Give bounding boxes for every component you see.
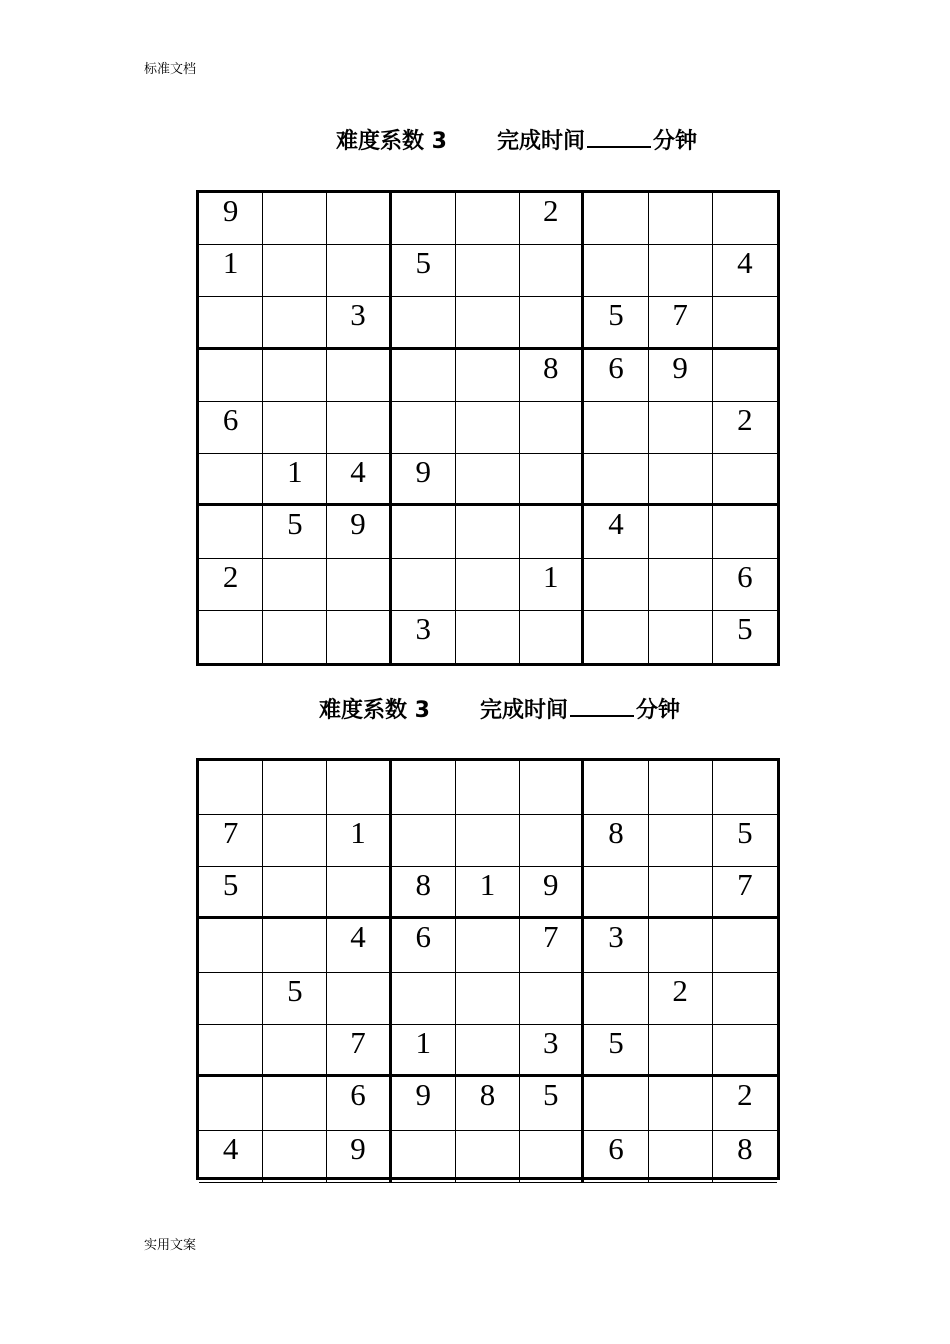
sudoku-cell[interactable]: [327, 193, 391, 245]
cell-value: 5: [542, 1077, 559, 1112]
sudoku-cell[interactable]: [713, 350, 777, 402]
sudoku-cell[interactable]: [520, 193, 584, 245]
sudoku-cell[interactable]: [456, 867, 520, 919]
cell-value: 2: [737, 1077, 753, 1112]
cell-value: 5: [287, 973, 303, 1008]
sudoku-cell[interactable]: [392, 919, 456, 973]
sudoku-cell[interactable]: [520, 761, 584, 815]
sudoku-cell[interactable]: [649, 559, 713, 611]
sudoku-cell[interactable]: [199, 559, 263, 611]
cell-value: 5: [608, 297, 624, 333]
puzzle-2-time-label: 完成时间: [479, 698, 568, 723]
puzzle-1-difficulty: 难度系数 3: [336, 129, 447, 154]
sudoku-cell[interactable]: [199, 454, 263, 506]
sudoku-cell[interactable]: [199, 867, 263, 919]
sudoku-cell[interactable]: [520, 297, 584, 349]
sudoku-cell[interactable]: [520, 245, 584, 297]
cell-value: 9: [350, 506, 366, 542]
sudoku-cell[interactable]: [199, 402, 263, 454]
sudoku-cell[interactable]: [199, 1131, 263, 1183]
cell-value: 1: [479, 867, 496, 902]
sudoku-cell[interactable]: [520, 350, 584, 402]
sudoku-cell[interactable]: [327, 454, 391, 506]
cell-value: 7: [222, 815, 239, 850]
sudoku-cell[interactable]: [584, 611, 648, 663]
sudoku-cell[interactable]: [649, 1025, 713, 1077]
cell-value: 3: [350, 297, 366, 333]
sudoku-cell[interactable]: [456, 402, 520, 454]
sudoku-cell[interactable]: [649, 1131, 713, 1183]
sudoku-cell[interactable]: [584, 761, 648, 815]
sudoku-cell[interactable]: [649, 193, 713, 245]
sudoku-cell[interactable]: [392, 193, 456, 245]
cell-value: 6: [350, 1077, 366, 1112]
sudoku-cell[interactable]: [713, 506, 777, 558]
sudoku-grid-2: [196, 758, 780, 1180]
sudoku-cell[interactable]: [584, 245, 648, 297]
sudoku-cell[interactable]: [327, 1077, 391, 1131]
sudoku-cell[interactable]: [199, 611, 263, 663]
sudoku-cell[interactable]: [713, 454, 777, 506]
cell-value: 3: [542, 1025, 559, 1060]
cell-value: 9: [542, 867, 559, 902]
sudoku-cell[interactable]: [713, 919, 777, 973]
sudoku-cell[interactable]: [713, 1025, 777, 1077]
sudoku-cell[interactable]: [456, 506, 520, 558]
sudoku-cell[interactable]: [263, 815, 327, 867]
sudoku-cell[interactable]: [456, 815, 520, 867]
sudoku-cell[interactable]: [649, 506, 713, 558]
sudoku-cell[interactable]: [584, 506, 648, 558]
sudoku-cell[interactable]: [713, 761, 777, 815]
sudoku-cell[interactable]: [520, 1077, 584, 1131]
sudoku-cell[interactable]: [584, 454, 648, 506]
sudoku-cell[interactable]: [392, 559, 456, 611]
cell-value: 1: [287, 454, 303, 490]
cell-value: 1: [415, 1025, 432, 1060]
cell-value: 3: [608, 919, 624, 954]
sudoku-cell[interactable]: [263, 193, 327, 245]
sudoku-cell[interactable]: [584, 919, 648, 973]
sudoku-cell[interactable]: [713, 245, 777, 297]
cell-value: 7: [672, 297, 688, 333]
sudoku-cell[interactable]: [327, 559, 391, 611]
cell-value: 6: [415, 919, 432, 954]
puzzle-1-title: [336, 124, 697, 155]
sudoku-cell[interactable]: [199, 193, 263, 245]
cell-value: 4: [222, 1131, 239, 1166]
sudoku-cell[interactable]: [199, 350, 263, 402]
sudoku-cell[interactable]: [392, 506, 456, 558]
sudoku-cell[interactable]: [327, 245, 391, 297]
sudoku-cell[interactable]: [392, 611, 456, 663]
sudoku-cell[interactable]: [263, 350, 327, 402]
sudoku-cell[interactable]: [327, 1025, 391, 1077]
sudoku-cell[interactable]: [263, 297, 327, 349]
puzzle-1-time-label: 完成时间: [496, 129, 585, 154]
sudoku-cell[interactable]: [392, 1025, 456, 1077]
sudoku-cell[interactable]: [520, 867, 584, 919]
sudoku-cell[interactable]: [713, 611, 777, 663]
cell-value: 5: [287, 506, 303, 542]
sudoku-cell[interactable]: [713, 867, 777, 919]
sudoku-cell[interactable]: [584, 867, 648, 919]
sudoku-cell[interactable]: [327, 867, 391, 919]
sudoku-cell[interactable]: [713, 1077, 777, 1131]
sudoku-cell[interactable]: [456, 245, 520, 297]
sudoku-cell[interactable]: [263, 245, 327, 297]
sudoku-cell[interactable]: [263, 559, 327, 611]
sudoku-cell[interactable]: [649, 1077, 713, 1131]
sudoku-cell[interactable]: [520, 1025, 584, 1077]
sudoku-cell[interactable]: [327, 973, 391, 1025]
sudoku-cell[interactable]: [392, 245, 456, 297]
sudoku-cell[interactable]: [456, 1025, 520, 1077]
cell-value: 9: [672, 349, 688, 385]
sudoku-cell[interactable]: [456, 973, 520, 1025]
sudoku-cell[interactable]: [713, 973, 777, 1025]
cell-value: 8: [479, 1077, 496, 1112]
sudoku-cell[interactable]: [584, 297, 648, 349]
cell-value: 5: [222, 867, 239, 902]
sudoku-cell[interactable]: [456, 611, 520, 663]
sudoku-cell[interactable]: [584, 1077, 648, 1131]
sudoku-cell[interactable]: [392, 815, 456, 867]
sudoku-cell[interactable]: [520, 559, 584, 611]
sudoku-cell[interactable]: [520, 611, 584, 663]
sudoku-cell[interactable]: [584, 559, 648, 611]
sudoku-cell[interactable]: [584, 193, 648, 245]
sudoku-cell[interactable]: [584, 1025, 648, 1077]
puzzle-2-time-blank: [570, 697, 634, 717]
cell-value: 9: [415, 454, 432, 490]
cell-value: 7: [542, 919, 559, 954]
sudoku-cell[interactable]: [584, 973, 648, 1025]
sudoku-cell[interactable]: [199, 761, 263, 815]
sudoku-cell[interactable]: [392, 867, 456, 919]
sudoku-cell[interactable]: [327, 297, 391, 349]
cell-value: 9: [415, 1077, 432, 1112]
cell-value: 4: [608, 506, 624, 542]
cell-value: 6: [608, 1131, 624, 1166]
cell-value: 5: [737, 815, 753, 850]
sudoku-cell[interactable]: [520, 454, 584, 506]
sudoku-cell[interactable]: [649, 761, 713, 815]
sudoku-cell[interactable]: [456, 559, 520, 611]
cell-value: 3: [415, 610, 432, 646]
puzzle-1-time-blank: [587, 128, 651, 148]
sudoku-cell[interactable]: [713, 559, 777, 611]
cell-value: 6: [608, 349, 624, 385]
sudoku-cell[interactable]: [263, 506, 327, 558]
sudoku-cell[interactable]: [520, 973, 584, 1025]
sudoku-cell[interactable]: [263, 1131, 327, 1183]
sudoku-cell[interactable]: [649, 973, 713, 1025]
sudoku-cell[interactable]: [263, 761, 327, 815]
sudoku-grid-1: [196, 190, 780, 666]
sudoku-cell[interactable]: [327, 611, 391, 663]
sudoku-cell[interactable]: [327, 815, 391, 867]
sudoku-cell[interactable]: [713, 815, 777, 867]
sudoku-cell[interactable]: [392, 297, 456, 349]
page-header: 标准文档: [144, 62, 197, 77]
sudoku-cell[interactable]: [327, 350, 391, 402]
sudoku-cell[interactable]: [584, 815, 648, 867]
cell-value: 7: [350, 1025, 366, 1060]
sudoku-cell[interactable]: [456, 1077, 520, 1131]
cell-value: 6: [222, 401, 239, 437]
sudoku-cell[interactable]: [520, 919, 584, 973]
cell-value: 8: [542, 349, 559, 385]
sudoku-cell[interactable]: [199, 919, 263, 973]
sudoku-cell[interactable]: [392, 402, 456, 454]
sudoku-cell[interactable]: [649, 402, 713, 454]
cell-value: 9: [222, 193, 239, 228]
sudoku-cell[interactable]: [456, 350, 520, 402]
sudoku-cell[interactable]: [520, 506, 584, 558]
sudoku-cell[interactable]: [649, 815, 713, 867]
sudoku-cell[interactable]: [392, 454, 456, 506]
sudoku-cell[interactable]: [520, 402, 584, 454]
sudoku-cell[interactable]: [649, 297, 713, 349]
sudoku-cell[interactable]: [584, 402, 648, 454]
sudoku-cell[interactable]: [327, 761, 391, 815]
cell-value: 8: [415, 867, 432, 902]
sudoku-cell[interactable]: [649, 245, 713, 297]
cell-value: 6: [737, 558, 753, 594]
sudoku-cell[interactable]: [199, 973, 263, 1025]
cell-value: 9: [350, 1131, 366, 1166]
cell-value: 5: [608, 1025, 624, 1060]
page-footer: 实用文案: [144, 1238, 197, 1253]
cell-value: 7: [737, 867, 753, 902]
sudoku-cell[interactable]: [327, 919, 391, 973]
sudoku-cell[interactable]: [327, 402, 391, 454]
sudoku-cell[interactable]: [392, 973, 456, 1025]
sudoku-cell[interactable]: [263, 402, 327, 454]
sudoku-cell[interactable]: [199, 815, 263, 867]
sudoku-cell[interactable]: [649, 350, 713, 402]
sudoku-cell[interactable]: [263, 867, 327, 919]
cell-value: 2: [672, 973, 688, 1008]
sudoku-cell[interactable]: [520, 815, 584, 867]
sudoku-cell[interactable]: [520, 1131, 584, 1183]
sudoku-cell[interactable]: [713, 297, 777, 349]
puzzle-2-time-unit: 分钟: [635, 698, 680, 723]
sudoku-cell[interactable]: [263, 973, 327, 1025]
sudoku-cell[interactable]: [263, 1077, 327, 1131]
sudoku-cell[interactable]: [199, 506, 263, 558]
sudoku-cell[interactable]: [456, 297, 520, 349]
sudoku-cell[interactable]: [456, 1131, 520, 1183]
cell-value: 4: [737, 245, 753, 281]
sudoku-cell[interactable]: [263, 454, 327, 506]
cell-value: 8: [608, 815, 624, 850]
cell-value: 2: [737, 401, 753, 437]
cell-value: 1: [542, 558, 559, 594]
sudoku-cell[interactable]: [584, 350, 648, 402]
sudoku-cell[interactable]: [392, 1131, 456, 1183]
sudoku-cell[interactable]: [263, 1025, 327, 1077]
cell-value: 2: [542, 193, 559, 228]
sudoku-cell[interactable]: [456, 193, 520, 245]
cell-value: 4: [350, 454, 366, 490]
sudoku-cell[interactable]: [263, 611, 327, 663]
puzzle-1-time-unit: 分钟: [652, 129, 697, 154]
sudoku-cell[interactable]: [713, 193, 777, 245]
sudoku-cell[interactable]: [199, 1025, 263, 1077]
sudoku-cell[interactable]: [649, 454, 713, 506]
sudoku-cell[interactable]: [392, 350, 456, 402]
cell-value: 1: [222, 245, 239, 281]
sudoku-cell[interactable]: [456, 919, 520, 973]
sudoku-cell[interactable]: [327, 1131, 391, 1183]
sudoku-cell[interactable]: [649, 611, 713, 663]
cell-value: 5: [737, 610, 753, 646]
puzzle-2-difficulty: 难度系数 3: [319, 698, 430, 723]
sudoku-cell[interactable]: [199, 1077, 263, 1131]
cell-value: 1: [350, 815, 366, 850]
sudoku-cell[interactable]: [456, 454, 520, 506]
cell-value: 8: [737, 1131, 753, 1166]
cell-value: 4: [350, 919, 366, 954]
sudoku-cell[interactable]: [199, 297, 263, 349]
sudoku-cell[interactable]: [649, 919, 713, 973]
sudoku-cell[interactable]: [199, 245, 263, 297]
sudoku-cell[interactable]: [713, 402, 777, 454]
sudoku-cell[interactable]: [392, 761, 456, 815]
sudoku-cell[interactable]: [456, 761, 520, 815]
cell-value: 5: [415, 245, 432, 281]
sudoku-cell[interactable]: [263, 919, 327, 973]
sudoku-cell[interactable]: [584, 1131, 648, 1183]
sudoku-cell[interactable]: [649, 867, 713, 919]
puzzle-2-title: [319, 693, 680, 724]
sudoku-cell[interactable]: [713, 1131, 777, 1183]
sudoku-cell[interactable]: [392, 1077, 456, 1131]
cell-value: 2: [222, 558, 239, 594]
sudoku-cell[interactable]: [327, 506, 391, 558]
